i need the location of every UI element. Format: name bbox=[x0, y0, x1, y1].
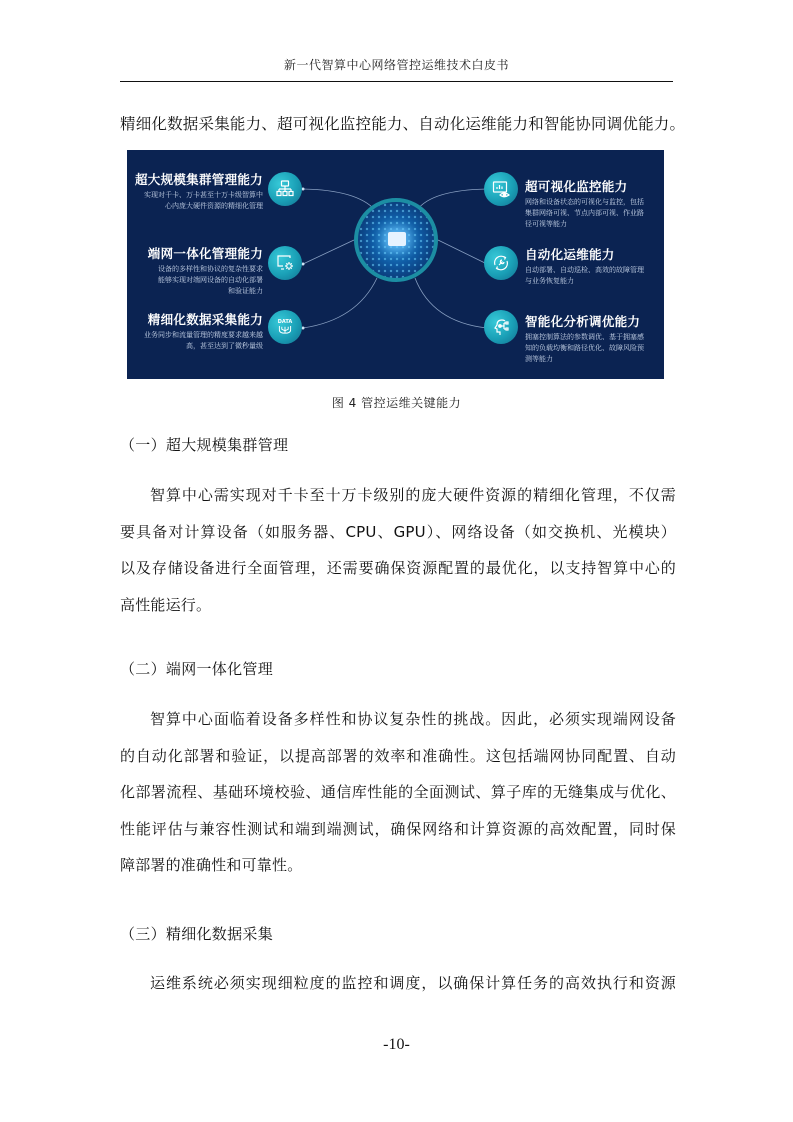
paragraph-line: 性能评估与兼容性测试和端到端测试，确保网络和计算资源的高效配置，同时保 bbox=[120, 819, 676, 838]
paragraph-line: 智算中心需实现对千卡至十万卡级别的庞大硬件资源的精细化管理，不仅需 bbox=[150, 486, 676, 504]
capability-title: 超大规模集群管理能力 bbox=[134, 172, 263, 187]
paragraph-line: 运维系统必须实现细粒度的监控和调度，以确保计算任务的高效执行和资源 bbox=[150, 974, 676, 992]
network-topology-icon bbox=[268, 172, 302, 206]
capability-title: 端网一体化管理能力 bbox=[147, 246, 263, 261]
section-heading: （三）精细化数据采集 bbox=[120, 925, 274, 943]
capability-desc-line: 和验证能力 bbox=[228, 287, 263, 295]
capability-title: 智能化分析调优能力 bbox=[525, 314, 641, 329]
capability-desc-line: 业务同步和流量管理的精度要求越来越 bbox=[144, 331, 263, 339]
data-icon-label: DATA bbox=[277, 319, 293, 325]
capability-desc-line: 测等能力 bbox=[525, 355, 553, 363]
paragraph-line: 化部署流程、基础环境校验、通信库性能的全面测试、算子库的无缝集成与优化、 bbox=[120, 783, 676, 801]
section-paragraph bbox=[120, 477, 676, 623]
capability-cluster-management bbox=[127, 170, 263, 212]
capability-desc-line: 拥塞控制算法的参数调优、基于拥塞感 bbox=[525, 333, 644, 341]
capability-end-network-management bbox=[127, 244, 263, 297]
paragraph-line: 的自动化部署和验证，以提高部署的效率和准确性。这包括端网协同配置、自动 bbox=[120, 746, 676, 765]
capability-desc-line: 知的负载均衡和路径优化、故障风险预 bbox=[525, 344, 644, 352]
figure-caption: 图 4 管控运维关键能力 bbox=[331, 396, 462, 410]
capability-desc-line: 能够实现对端网设备的自动化部署 bbox=[158, 276, 263, 284]
capability-visual-monitoring bbox=[525, 177, 664, 230]
section-heading: （二）端网一体化管理 bbox=[120, 660, 274, 678]
capabilities-figure bbox=[127, 150, 664, 379]
data-collection-icon bbox=[268, 310, 302, 344]
running-header: 新一代智算中心网络管控运维技术白皮书 bbox=[283, 58, 509, 72]
paragraph-line: 高性能运行。 bbox=[120, 595, 212, 614]
paragraph-line: 智算中心面临着设备多样性和协议复杂性的挑战。因此，必须实现端网设备 bbox=[150, 710, 676, 728]
capability-desc-line: 网络和设备状态的可视化与监控，包括 bbox=[525, 198, 644, 206]
monitor-gear-icon bbox=[268, 246, 302, 280]
capability-desc-line: 高，甚至达到了微秒量级 bbox=[186, 342, 263, 350]
capability-desc-line: 与业务恢复能力 bbox=[525, 277, 574, 285]
wrench-cycle-icon bbox=[484, 246, 518, 280]
header-rule bbox=[120, 81, 673, 82]
capability-title: 自动化运维能力 bbox=[525, 247, 615, 262]
paragraph-line: 要具备对计算设备（如服务器、CPU、GPU）、网络设备（如交换机、光模块） bbox=[120, 522, 676, 541]
capability-title: 超可视化监控能力 bbox=[525, 179, 628, 194]
capability-title: 精细化数据采集能力 bbox=[147, 312, 263, 327]
capability-automated-ops bbox=[525, 245, 664, 287]
capability-desc-line: 集群网络可视、节点内部可视、作业路 bbox=[525, 209, 644, 217]
capability-desc-line: 实现对千卡、万卡甚至十万卡级智算中 bbox=[144, 191, 263, 199]
page-number: -10- bbox=[383, 1036, 410, 1053]
ai-brain-chip-icon bbox=[354, 198, 438, 282]
lead-line: 精细化数据采集能力、超可视化监控能力、自动化运维能力和智能协同调优能力。 bbox=[120, 115, 686, 133]
capability-desc-line: 心内庞大硬件资源的精细化管理 bbox=[165, 202, 263, 210]
capability-data-collection bbox=[127, 310, 263, 352]
paragraph-line: 以及存储设备进行全面管理，还需要确保资源配置的最优化，以支持智算中心的 bbox=[120, 559, 676, 577]
capability-desc-line: 设备的多样性和协议的复杂性要求 bbox=[158, 265, 263, 273]
capability-desc-line: 径可视等能力 bbox=[525, 220, 567, 228]
monitor-eye-icon bbox=[484, 172, 518, 206]
section-paragraph bbox=[120, 701, 676, 884]
capability-intelligent-tuning bbox=[525, 312, 664, 365]
ai-head-icon bbox=[484, 310, 518, 344]
paragraph-line: 障部署的准确性和可靠性。 bbox=[120, 856, 303, 874]
capability-desc-line: 自动部署、自动巡检、高效的故障管理 bbox=[525, 266, 644, 274]
section-paragraph bbox=[120, 965, 676, 1002]
section-heading: （一）超大规模集群管理 bbox=[120, 436, 289, 454]
